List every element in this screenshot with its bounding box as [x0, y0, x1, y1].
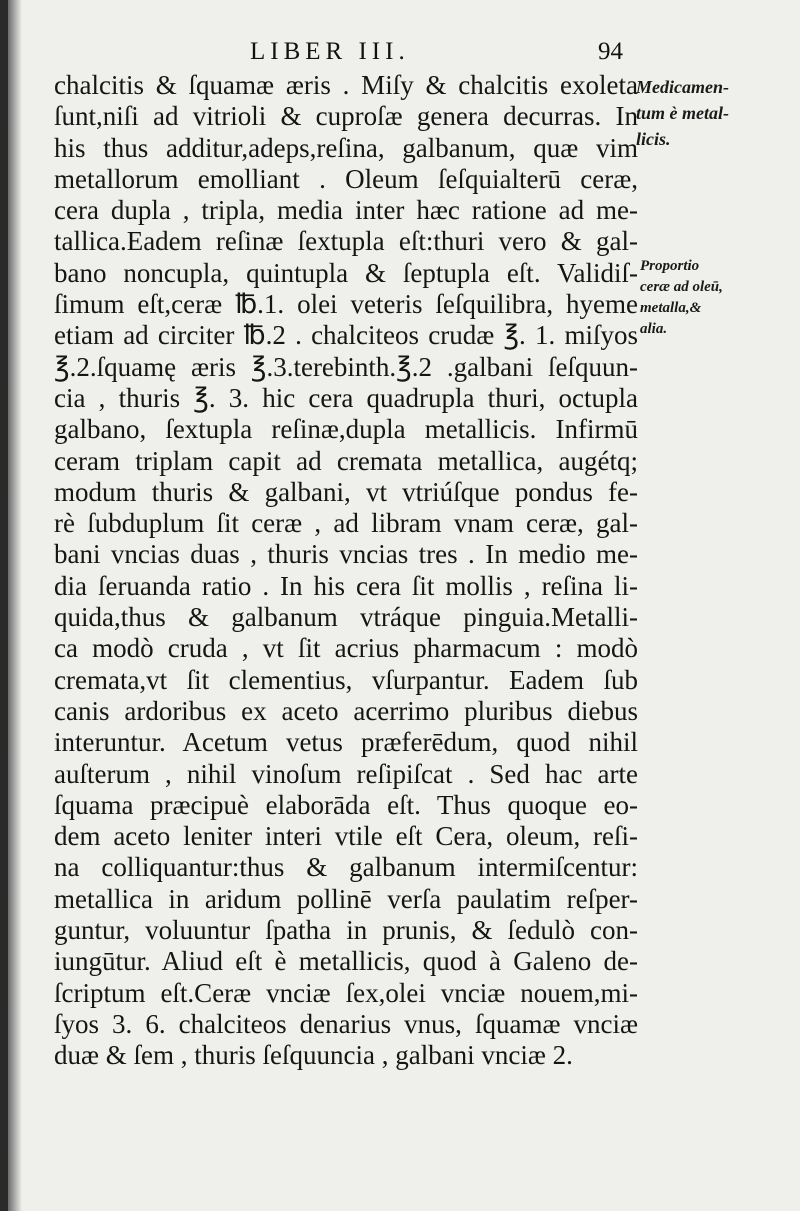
text-line: bani vncias duas , thuris vncias tres . In medio me-	[54, 539, 638, 570]
text-line: modum thuris & galbani, vt vtriúſque pondus fe-	[54, 476, 638, 507]
text-line: ſcriptum eſt.Ceræ vnciæ ſex,olei vnciæ nouem,mi-	[54, 977, 638, 1008]
text-line: chalcitis & ſquamæ æris . Miſy & chalcitis exoleta	[54, 70, 638, 100]
page-number: 94	[598, 38, 623, 65]
body-text	[54, 70, 638, 1072]
text-line: cremata,vt ſit clementius, vſurpantur. Eadem ſub	[54, 664, 638, 695]
text-line: cera dupla , tripla, media inter hæc ratione ad me-	[54, 195, 638, 226]
text-line: metallorum emolliant . Oleum ſeſquialterū ceræ,	[54, 163, 638, 194]
page-header	[8, 38, 800, 68]
margin-note-line: tum è metal-	[636, 103, 729, 123]
gutter-shadow	[8, 0, 22, 1211]
text-line: ca modò cruda , vt ſit acrius pharmacum : modò	[54, 633, 638, 664]
margin-note-line: Medicamen-	[636, 77, 729, 97]
text-line: cia , thuris ℥. 3. hic cera quadrupla thuri, octupla	[54, 382, 638, 413]
margin-note-line: alia.	[640, 321, 668, 337]
text-line: galbano, ſextupla reſinæ,dupla metallicis. Infirmū	[54, 414, 638, 445]
text-line: canis ardoribus ex aceto acerrimo pluribus diebus	[54, 695, 638, 726]
book-page	[8, 0, 800, 1211]
text-line: his thus additur,adeps,reſina, galbanum, quæ vim	[54, 132, 638, 163]
text-line: guntur, voluuntur ſpatha in prunis, & ſedulò con-	[54, 915, 638, 946]
text-line: interuntur. Acetum vetus præferēdum, quod nihil	[54, 727, 638, 758]
text-line: bano noncupla, quintupla & ſeptupla eſt. Validiſ-	[54, 257, 638, 288]
text-line: rè ſubduplum ſit ceræ , ad libram vnam ceræ, gal-	[54, 508, 638, 539]
text-line: tallica.Eadem reſinæ ſextupla eſt:thuri vero & gal-	[54, 226, 638, 257]
text-line: dem aceto leniter interi vtile eſt Cera, oleum, reſi-	[54, 821, 638, 852]
text-line: dia ſeruanda ratio . In his cera ſit mollis , reſina li-	[54, 570, 638, 601]
running-head: LIBER III.	[250, 38, 410, 65]
text-line: auſterum , nihil vinoſum reſipiſcat . Sed hac arte	[54, 758, 638, 789]
text-line: ſunt,niſi ad vitrioli & cuproſæ genera decurras. In	[54, 101, 638, 132]
text-line: iungūtur. Aliud eſt è metallicis, quod à Galeno de-	[54, 946, 638, 977]
text-line: etiam ad circiter ℔.2 . chalciteos crudæ ℥. 1. miſyos	[54, 320, 638, 351]
text-line: ceram triplam capit ad cremata metallica, augétq;	[54, 445, 638, 476]
text-line: ſimum eſt,ceræ ℔.1. olei veteris ſeſquilibra, hyeme	[54, 289, 638, 320]
text-line: na colliquantur:thus & galbanum intermiſcentur:	[54, 852, 638, 883]
text-line: ℥.2.ſquamę æris ℥.3.terebinth.℥.2 .galbani ſeſquun-	[54, 351, 638, 382]
margin-note-line: Proportio	[640, 258, 700, 274]
text-line: ſquama præcipuè elaborāda eſt. Thus quoque eo-	[54, 789, 638, 820]
margin-note-line: licis.	[636, 129, 671, 149]
margin-note-medicamentum	[636, 74, 786, 152]
text-line: duæ & ſem , thuris ſeſquuncia , galbani vnciæ 2.	[54, 1040, 573, 1071]
text-line: metallica in aridum pollinē verſa paulatim reſper-	[54, 883, 638, 914]
margin-note-proportio	[640, 256, 790, 340]
margin-note-line: metalla,&	[640, 300, 702, 316]
text-line: quida,thus & galbanum vtráque pinguia.Metalli-	[54, 602, 638, 633]
margin-note-line: ceræ ad oleū,	[640, 279, 723, 295]
text-line: ſyos 3. 6. chalciteos denarius vnus, ſquamæ vnciæ	[54, 1008, 638, 1039]
